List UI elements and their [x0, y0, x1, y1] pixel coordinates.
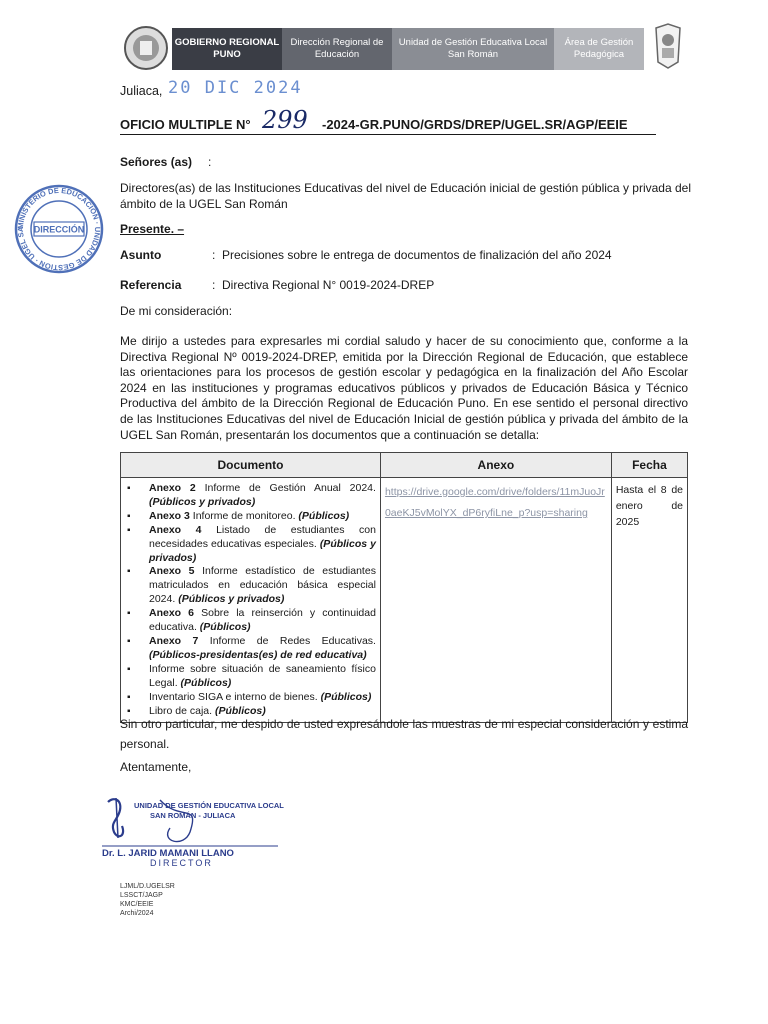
scope-label: (Públicos)	[320, 690, 372, 703]
header-ugel: Unidad de Gestión Educativa Local San Román	[392, 28, 554, 70]
stamp-ring-text: MINISTERIO DE EDUCACIÓN · UNIDAD DE GESTIÓN · UGEL SA	[15, 185, 103, 273]
annex-number: Anexo 6	[149, 607, 195, 620]
annex-number: Anexo 3	[149, 509, 190, 522]
ugel-emblem-icon	[648, 22, 688, 70]
director-title: DIRECTOR	[150, 858, 213, 868]
scope-label: (Públicos y privados)	[178, 593, 285, 606]
item-description: Listado de estudiantes con necesidades educativas especiales.	[149, 523, 376, 550]
header-direccion-regional: Dirección Regional de Educación	[282, 28, 392, 70]
director-signature-stamp	[100, 792, 290, 872]
oficio-code: -2024-GR.PUNO/GRDS/DREP/UGEL.SR/AGP/EEIE	[322, 117, 628, 132]
deadline-text: Hasta el 8 de enero de 2025	[615, 484, 683, 528]
documents-list	[125, 482, 376, 718]
table-header-row	[121, 453, 688, 478]
presente: Presente. –	[120, 222, 185, 236]
initials-line: LJML/D.UGELSR	[120, 883, 175, 890]
documents-cell	[121, 478, 381, 723]
annex-number: Anexo 2	[149, 482, 196, 494]
header-area-gestion: Área de Gestión Pedagógica	[554, 28, 644, 70]
item-description: Informe de Redes Educativas.	[198, 634, 376, 647]
oficio-number: 299	[262, 106, 308, 134]
item-description: Informe de monitoreo.	[189, 509, 299, 522]
asunto-colon: :	[212, 248, 216, 262]
item-description: Libro de caja.	[149, 704, 215, 717]
closing-paragraph: Sin otro particular, me despido de usted expresándole las muestras de mi especial consideración y estima personal.	[120, 717, 688, 751]
asunto-value: Precisiones sobre le entrega de documentos de finalización del año 2024	[222, 248, 612, 262]
scope-label: (Públicos)	[298, 509, 350, 522]
header-anexo: Anexo	[380, 453, 611, 478]
annex-number: Anexo 7	[149, 634, 199, 647]
header-fecha: Fecha	[611, 453, 687, 478]
asunto-label: Asunto	[120, 248, 162, 262]
stamp-center-text: DIRECCIÓN	[33, 224, 85, 235]
salutation: De mi consideración:	[120, 304, 233, 318]
documents-table	[120, 452, 688, 723]
recipients-colon: :	[208, 155, 212, 169]
scope-label: (Públicos)	[199, 621, 251, 634]
drive-folder-link[interactable]: https://drive.google.com/drive/folders/11mJuoJr0aeKJ5vMolYX_dP6ryfiLne_p?usp=sharing	[384, 486, 605, 519]
item-description: Informe estadístico de estudiantes matriculados en educación básica especial 2024.	[149, 565, 376, 606]
list-item	[149, 510, 376, 524]
referencia-value: Directiva Regional N° 0019-2024-DREP	[222, 278, 435, 292]
stamp-unit-line2: SAN ROMÁN - JULIACA	[150, 811, 236, 820]
scope-label: (Públicos-presidentas(es) de red educativa)	[149, 648, 367, 661]
ministry-round-stamp	[10, 184, 108, 274]
annex-cell	[380, 478, 611, 723]
scope-label: (Públicos)	[214, 704, 266, 717]
date-stamp: 20 DIC 2024	[168, 78, 303, 98]
scope-label: (Públicos y privados)	[149, 537, 376, 564]
list-item	[149, 635, 376, 663]
scope-label: (Públicos)	[180, 676, 232, 689]
table-row	[121, 478, 688, 723]
initials-line: Archi/2024	[120, 910, 154, 917]
scope-label: (Públicos y privados)	[149, 495, 256, 508]
director-name: Dr. L. JARID MAMANI LLANO	[102, 848, 234, 859]
list-item	[149, 565, 376, 607]
recipients-label: Señores (as)	[120, 155, 193, 169]
item-description: Inventario SIGA e interno de bienes.	[149, 690, 321, 703]
oficio-prefix: OFICIO MULTIPLE N°	[120, 117, 251, 132]
list-item	[149, 524, 376, 566]
initials-line: KMC/EEIE	[120, 901, 154, 908]
list-item	[149, 691, 376, 705]
annex-number: Anexo 5	[149, 565, 195, 578]
referencia-label: Referencia	[120, 278, 182, 292]
list-item	[149, 482, 376, 510]
item-description: Sobre la reinserción y continuidad educativa.	[149, 607, 376, 634]
list-item	[149, 607, 376, 635]
city: Juliaca,	[120, 84, 163, 98]
referencia-colon: :	[212, 278, 216, 292]
body-paragraph: Me dirijo a ustedes para expresarles mi cordial saludo y hacer de su conocimiento que, conforme a la Directiva Regional Nº 0019-2024-DREP, emitida por la Dirección Regional de Educación, que establece las orientaciones para los procesos de gestión escolar y pedagógica en la finalización del Año Escolar 2024 en las instituciones y programas educativos públicos y privados de Educación Básica y Técnico Productiva del ámbito de la Dirección Regional de Educación Puno. En ese sentido el personal directivo de las Instituciones Educativas del nivel de Educación Inicial de gestión pública y privada del ámbito de la UGEL San Román, presentarán los documentos que a continuación se detalla:	[120, 334, 688, 442]
regional-government-logo	[122, 24, 170, 72]
title-divider	[120, 134, 656, 135]
header-documento: Documento	[121, 453, 381, 478]
sign-off: Atentamente,	[120, 760, 192, 774]
annex-number: Anexo 4	[149, 523, 202, 536]
item-description: Informe sobre situación de saneamiento físico Legal.	[149, 662, 376, 689]
reference-initials	[120, 882, 175, 918]
deadline-cell	[611, 478, 687, 723]
item-description: Informe de Gestión Anual 2024.	[195, 482, 376, 494]
list-item	[149, 663, 376, 691]
header-gobierno-regional: GOBIERNO REGIONAL PUNO	[172, 28, 282, 70]
initials-line: LSSCT/JAGP	[120, 892, 163, 899]
recipients-text: Directores(as) de las Instituciones Educativas del nivel de Educación inicial de gestión pública y privada del ámbito de la UGEL San Román	[120, 181, 691, 211]
stamp-unit-line1: UNIDAD DE GESTIÓN EDUCATIVA LOCAL	[134, 801, 284, 810]
